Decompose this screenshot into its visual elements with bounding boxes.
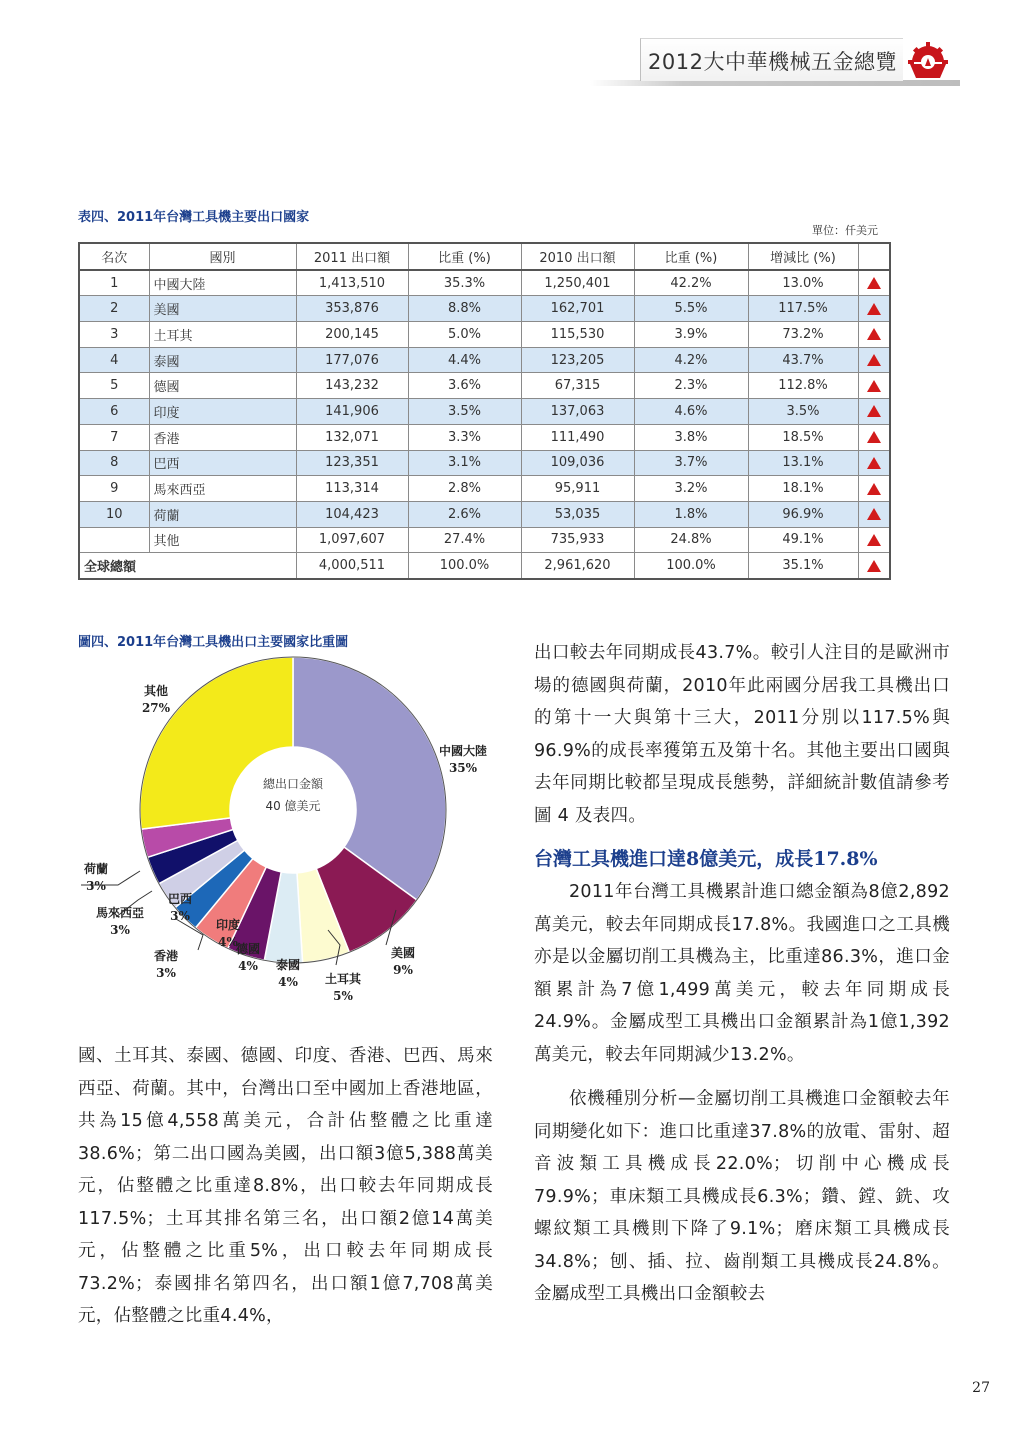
cell-share2010: 3.9%: [634, 322, 748, 348]
cell-country: 美國: [149, 296, 296, 322]
donut-pct-label-8: 3%: [110, 923, 130, 937]
cell-country: 荷蘭: [149, 501, 296, 527]
cell-exp2010: 137,063: [521, 399, 634, 425]
cell-exp2011: 1,097,607: [296, 527, 408, 553]
cell-total-label: 全球總額: [79, 553, 296, 579]
table-row: [79, 476, 890, 502]
cell-change: 96.9%: [748, 501, 858, 527]
cell-share2011: 3.1%: [408, 450, 521, 476]
cell-country: 香港: [149, 424, 296, 450]
cell-exp2010: 67,315: [521, 373, 634, 399]
right-column: [534, 637, 950, 1311]
cell-exp2011: 177,076: [296, 347, 408, 373]
table-row: [79, 399, 890, 425]
cell-change: 13.1%: [748, 450, 858, 476]
donut-label-8: 馬來西亞: [95, 906, 145, 920]
table-row: [79, 270, 890, 296]
up-triangle-icon: [867, 534, 881, 546]
cell-share2011: 100.0%: [408, 553, 521, 579]
cell-share2010: 1.8%: [634, 501, 748, 527]
table-row: [79, 424, 890, 450]
table-row: [79, 322, 890, 348]
cell-country: 其他: [149, 527, 296, 553]
table-row: [79, 296, 890, 322]
donut-pct-label-3: 4%: [278, 975, 298, 989]
table-caption: 表四、2011年台灣工具機主要出口國家: [78, 210, 310, 225]
cell-share2011: 27.4%: [408, 527, 521, 553]
donut-label-0: 中國大陸: [438, 744, 488, 758]
table-header-row: [79, 243, 890, 270]
cell-rank: 10: [79, 501, 149, 527]
cell-exp2010: 2,961,620: [521, 553, 634, 579]
body-paragraph: 出口較去年同期成長43.7%。較引人注目的是歐洲市場的德國與荷蘭，2010年此兩國分居我工具機出口的第十一大與第十三大，2011分別以117.5%與96.9%的成長率獲第五及第十名。其他主要出口國與去年同期比較都呈現成長態勢，詳細統計數值請參考圖 4 及表四。: [534, 643, 950, 826]
cell-share2010: 2.3%: [634, 373, 748, 399]
cell-exp2011: 132,071: [296, 424, 408, 450]
cell-share2011: 5.0%: [408, 322, 521, 348]
cell-exp2010: 115,530: [521, 322, 634, 348]
up-triangle-icon: [867, 483, 881, 495]
cell-share2010: 100.0%: [634, 553, 748, 579]
cell-exp2010: 111,490: [521, 424, 634, 450]
cell-share2010: 4.2%: [634, 347, 748, 373]
left-column: [78, 1040, 493, 1333]
donut-label-4: 德國: [235, 942, 261, 956]
cell-change: 112.8%: [748, 373, 858, 399]
cell-share2011: 2.6%: [408, 501, 521, 527]
cell-change: 35.1%: [748, 553, 858, 579]
body-paragraph: 依機種別分析—金屬切削工具機進口金額較去年同期變化如下：進口比重達37.8%的放電、雷射、超音波類工具機成長22.0%；切削中心機成長79.9%；車床類工具機成長6.3%；鑽、鏜、銑、攻螺紋類工具機則下降了9.1%；磨床類工具機成長34.8%；刨、插、拉、齒削類工具機成長24.8%。金屬成型工具機出口金額較去: [534, 1089, 950, 1304]
up-triangle-icon: [867, 328, 881, 340]
cell-country: 印度: [149, 399, 296, 425]
body-paragraph: 國、土耳其、泰國、德國、印度、香港、巴西、馬來西亞、荷蘭。其中，台灣出口至中國加上香港地區，共為15億4,558萬美元，合計佔整體之比重達38.6%；第二出口國為美國，出口額3億5,388萬美元，佔整體之比重達8.8%，出口較去年同期成長117.5%；土耳其排名第三名，出口額2億14萬美元，佔整體之比重5%，出口較去年同期成長73.2%；泰國排名第四名，出口額1億7,708萬美元，佔整體之比重4.4%，: [78, 1046, 493, 1326]
cell-trend: [858, 424, 890, 450]
cell-country: 馬來西亞: [149, 476, 296, 502]
cell-trend: [858, 501, 890, 527]
cell-change: 49.1%: [748, 527, 858, 553]
donut-pct-label-9: 3%: [86, 879, 106, 893]
cell-exp2011: 200,145: [296, 322, 408, 348]
cell-share2010: 3.7%: [634, 450, 748, 476]
col-header-change: 增減比 (%): [748, 243, 858, 270]
cell-exp2011: 104,423: [296, 501, 408, 527]
cell-share2010: 24.8%: [634, 527, 748, 553]
table-row: [79, 373, 890, 399]
cell-share2011: 2.8%: [408, 476, 521, 502]
donut-pct-label-2: 5%: [333, 989, 353, 1003]
cell-trend: [858, 476, 890, 502]
cell-trend: [858, 399, 890, 425]
page-number: 27: [972, 1380, 990, 1396]
up-triangle-icon: [867, 405, 881, 417]
cell-share2011: 3.3%: [408, 424, 521, 450]
cell-country: 中國大陸: [149, 270, 296, 296]
body-paragraph: 2011年台灣工具機累計進口總金額為8億2,892萬美元，較去年同期成長17.8%。我國進口之工具機亦是以金屬切削工具機為主，比重達86.3%，進口金額累計為7億1,499萬美元，較去年同期成長24.9%。金屬成型工具機出口金額累計為1億1,392萬美元，較去年同期減少13.2%。: [534, 882, 950, 1065]
cell-country: 泰國: [149, 347, 296, 373]
col-header-exp2010: 2010 出口額: [521, 243, 634, 270]
donut-pct-label-4: 4%: [238, 959, 258, 973]
gear-logo-icon: [906, 40, 950, 80]
cell-share2011: 4.4%: [408, 347, 521, 373]
up-triangle-icon: [867, 380, 881, 392]
cell-trend: [858, 553, 890, 579]
cell-exp2010: 162,701: [521, 296, 634, 322]
cell-change: 73.2%: [748, 322, 858, 348]
cell-exp2011: 113,314: [296, 476, 408, 502]
cell-rank: 9: [79, 476, 149, 502]
donut-pct-label-1: 9%: [393, 963, 413, 977]
cell-trend: [858, 322, 890, 348]
cell-change: 43.7%: [748, 347, 858, 373]
cell-change: 3.5%: [748, 399, 858, 425]
donut-label-3: 泰國: [275, 958, 301, 972]
table-row: [79, 501, 890, 527]
cell-share2010: 5.5%: [634, 296, 748, 322]
cell-trend: [858, 296, 890, 322]
donut-label-5: 印度: [215, 918, 241, 932]
cell-country: 巴西: [149, 450, 296, 476]
export-table: [78, 242, 891, 580]
up-triangle-icon: [867, 354, 881, 366]
cell-share2011: 35.3%: [408, 270, 521, 296]
cell-change: 18.1%: [748, 476, 858, 502]
cell-exp2011: 1,413,510: [296, 270, 408, 296]
up-triangle-icon: [867, 457, 881, 469]
donut-pct-label-6: 3%: [156, 966, 176, 980]
cell-exp2011: 4,000,511: [296, 553, 408, 579]
donut-label-6: 香港: [153, 949, 179, 963]
up-triangle-icon: [867, 277, 881, 289]
cell-exp2011: 141,906: [296, 399, 408, 425]
cell-exp2011: 353,876: [296, 296, 408, 322]
table-total-row: [79, 553, 890, 579]
cell-share2010: 3.2%: [634, 476, 748, 502]
header-title: 2012大中華機械五金總覽: [648, 50, 897, 74]
table-row: [79, 450, 890, 476]
cell-share2011: 3.6%: [408, 373, 521, 399]
cell-share2010: 4.6%: [634, 399, 748, 425]
table-row: [79, 347, 890, 373]
donut-label-1: 美國: [390, 946, 416, 960]
cell-change: 18.5%: [748, 424, 858, 450]
cell-rank: [79, 527, 149, 553]
cell-share2011: 3.5%: [408, 399, 521, 425]
cell-share2011: 8.8%: [408, 296, 521, 322]
cell-exp2011: 123,351: [296, 450, 408, 476]
up-triangle-icon: [867, 560, 881, 572]
section-heading: 台灣工具機進口達8億美元，成長17.8%: [534, 848, 878, 870]
cell-rank: 8: [79, 450, 149, 476]
cell-exp2010: 735,933: [521, 527, 634, 553]
donut-label-10: 其他: [143, 684, 169, 698]
export-share-donut-chart: [78, 655, 508, 1025]
cell-rank: 2: [79, 296, 149, 322]
cell-trend: [858, 527, 890, 553]
col-header-trend: [858, 243, 890, 270]
cell-share2010: 3.8%: [634, 424, 748, 450]
col-header-rank: 名次: [79, 243, 149, 270]
figure-caption: 圖四、2011年台灣工具機出口主要國家比重圖: [78, 635, 349, 650]
cell-share2010: 42.2%: [634, 270, 748, 296]
col-header-exp2011: 2011 出口額: [296, 243, 408, 270]
cell-trend: [858, 373, 890, 399]
cell-trend: [858, 347, 890, 373]
cell-country: 土耳其: [149, 322, 296, 348]
cell-trend: [858, 270, 890, 296]
donut-pct-label-7: 3%: [170, 909, 190, 923]
cell-country: 德國: [149, 373, 296, 399]
up-triangle-icon: [867, 303, 881, 315]
donut-label-7: 巴西: [167, 892, 193, 906]
cell-rank: 6: [79, 399, 149, 425]
cell-exp2010: 53,035: [521, 501, 634, 527]
cell-change: 117.5%: [748, 296, 858, 322]
donut-pct-label-0: 35%: [448, 761, 478, 775]
donut-center-line2: 40 億美元: [265, 799, 321, 813]
cell-rank: 5: [79, 373, 149, 399]
donut-label-9: 荷蘭: [83, 862, 109, 876]
cell-rank: 1: [79, 270, 149, 296]
table-row: [79, 527, 890, 553]
cell-rank: 7: [79, 424, 149, 450]
cell-exp2010: 1,250,401: [521, 270, 634, 296]
donut-label-2: 土耳其: [324, 972, 362, 986]
cell-exp2010: 123,205: [521, 347, 634, 373]
cell-rank: 4: [79, 347, 149, 373]
col-header-share2010: 比重 (%): [634, 243, 748, 270]
donut-pct-label-10: 27%: [141, 701, 171, 715]
cell-rank: 3: [79, 322, 149, 348]
col-header-country: 國別: [149, 243, 296, 270]
up-triangle-icon: [867, 508, 881, 520]
donut-center-line1: 總出口金額: [262, 777, 324, 791]
cell-trend: [858, 450, 890, 476]
cell-exp2010: 109,036: [521, 450, 634, 476]
table-unit: 單位：仟美元: [812, 224, 878, 237]
cell-change: 13.0%: [748, 270, 858, 296]
col-header-share2011: 比重 (%): [408, 243, 521, 270]
cell-exp2010: 95,911: [521, 476, 634, 502]
donut-pct-label-5: 4%: [218, 935, 238, 949]
cell-exp2011: 143,232: [296, 373, 408, 399]
up-triangle-icon: [867, 431, 881, 443]
